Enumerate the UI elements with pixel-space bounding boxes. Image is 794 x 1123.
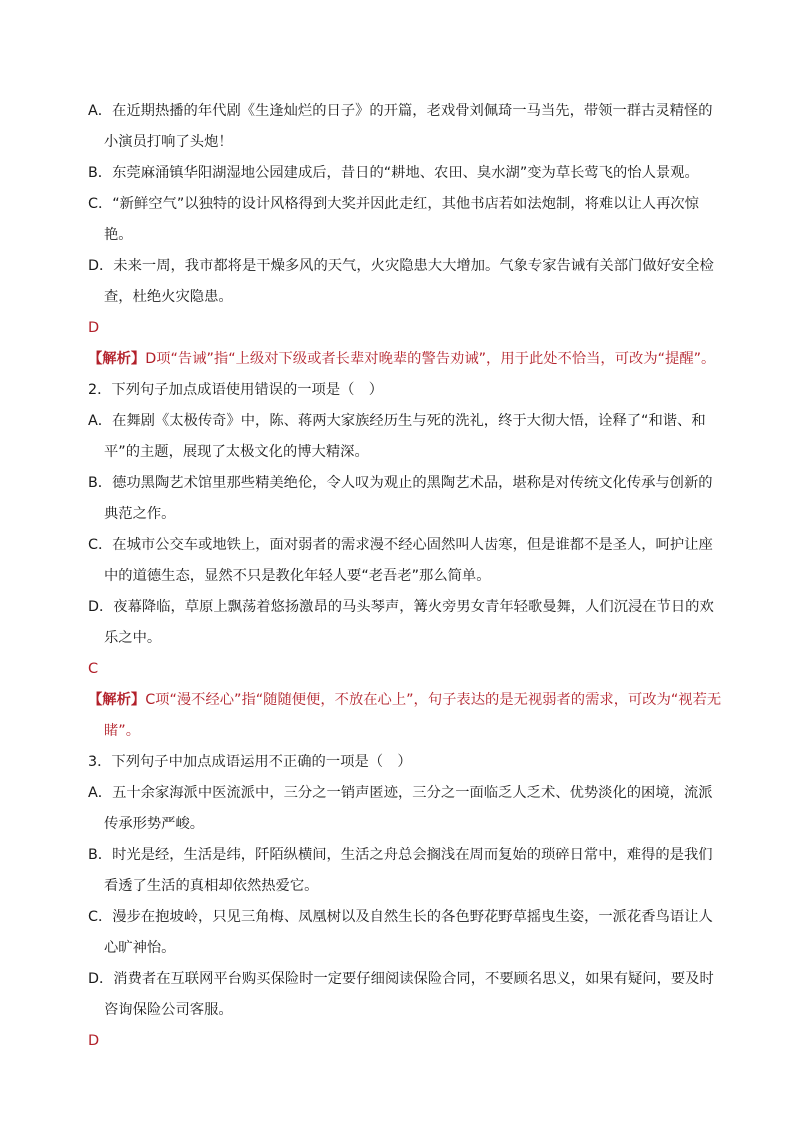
q1-option-b: B．东莞麻涌镇华阳湖湿地公园建成后，昔日的“耕地、农田、臭水湖”变为草长莺飞的怡人景观。	[88, 165, 699, 181]
q2-analysis-text: C项“漫不经心”指“随随便便，不放在心上”，句子表达的是无视弱者的需求，可改为“视若无睹”。	[104, 692, 722, 739]
q2-option-a: A．在舞剧《太极传奇》中，陈、蒋两大家族经历生与死的洗礼，终于大彻大悟，诠释了“和谐、和平”的主题，展现了太极文化的博大精深。	[88, 413, 706, 460]
q3-option-a: A．五十余家海派中医流派中，三分之一销声匿迹，三分之一面临乏人乏术、优势淡化的困境，流派传承形势严峻。	[88, 785, 713, 832]
q1-answer: D	[88, 320, 100, 336]
q3-option-d: D．消费者在互联网平台购买保险时一定要仔细阅读保险合同，不要顾名思义，如果有疑问，要及时咨询保险公司客服。	[88, 971, 714, 1018]
q2-analysis-tag: 【解析】	[88, 692, 146, 708]
q1-analysis-tag: 【解析】	[88, 351, 146, 367]
q2-stem: 2．下列句子加点成语使用错误的一项是（ ）	[88, 382, 384, 398]
q3-option-c: C．漫步在抱坡岭，只见三角梅、凤凰树以及自然生长的各色野花野草摇曳生姿，一派花香鸟语让人心旷神怡。	[88, 909, 713, 956]
q2-analysis	[88, 685, 722, 747]
q1-option-a: A．在近期热播的年代剧《生逢灿烂的日子》的开篇，老戏骨刘佩琦一马当先，带领一群古灵精怪的小演员打响了头炮！	[88, 103, 713, 150]
q2-option-b: B．德功黑陶艺术馆里那些精美绝伦，令人叹为观止的黑陶艺术品，堪称是对传统文化传承与创新的典范之作。	[88, 475, 713, 522]
q1-analysis	[88, 344, 722, 375]
q1-analysis-text: D项“告诫”指“上级对下级或者长辈对晚辈的警告劝诫”，用于此处不恰当，可改为“提醒”。	[145, 351, 716, 367]
q1-option-d: D．未来一周，我市都将是干燥多风的天气，火灾隐患大大增加。气象专家告诫有关部门做好安全检查，杜绝火灾隐患。	[88, 258, 714, 305]
q3-answer: D	[88, 1033, 100, 1049]
q2-option-c: C．在城市公交车或地铁上，面对弱者的需求漫不经心固然叫人齿寒，但是谁都不是圣人，呵护让座中的道德生态，显然不只是教化年轻人要“老吾老”那么简单。	[88, 537, 713, 584]
q2-option-d: D．夜幕降临，草原上飘荡着悠扬激昂的马头琴声，篝火旁男女青年轻歌曼舞，人们沉浸在节日的欢乐之中。	[88, 599, 714, 646]
q2-answer: C	[88, 661, 99, 677]
q1-option-c: C．“新鲜空气”以独特的设计风格得到大奖并因此走红，其他书店若如法炮制，将难以让人再次惊艳。	[88, 196, 699, 243]
q3-stem: 3．下列句子中加点成语运用不正确的一项是（ ）	[88, 754, 412, 770]
q3-option-b: B．时光是经，生活是纬，阡陌纵横间，生活之舟总会搁浅在周而复始的琐碎日常中，难得的是我们看透了生活的真相却依然热爱它。	[88, 847, 713, 894]
